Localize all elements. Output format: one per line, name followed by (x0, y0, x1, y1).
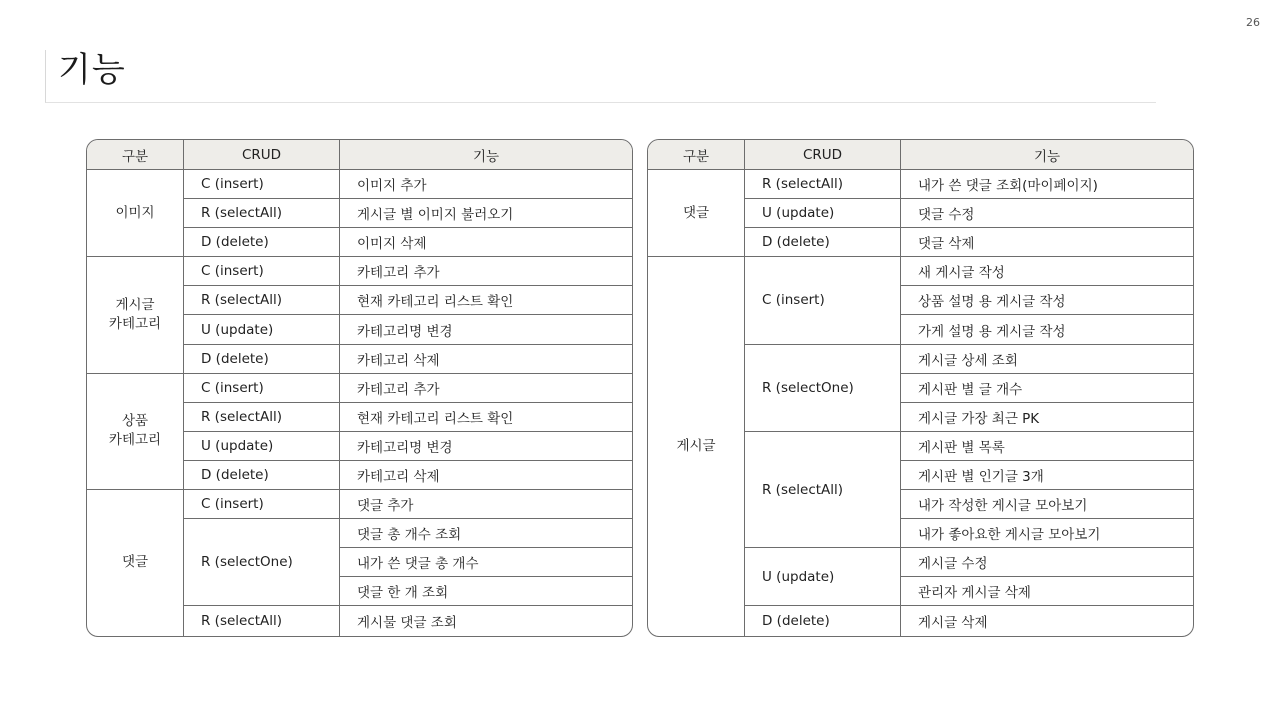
crud-cell: C (insert) (745, 257, 901, 344)
table-row (87, 257, 632, 286)
function-cell: 새 게시글 작성 (901, 257, 1193, 286)
feature-table-left (86, 139, 633, 637)
function-cell: 카테고리 삭제 (340, 345, 632, 374)
function-cell: 상품 설명 용 게시글 작성 (901, 286, 1193, 315)
function-cell: 게시판 별 목록 (901, 432, 1193, 461)
crud-cell: D (delete) (745, 228, 901, 257)
crud-cell: D (delete) (184, 345, 340, 374)
function-cell: 댓글 삭제 (901, 228, 1193, 257)
crud-cell: R (selectAll) (745, 170, 901, 199)
function-cell: 가게 설명 용 게시글 작성 (901, 315, 1193, 344)
crud-cell: D (delete) (745, 606, 901, 635)
crud-cell: D (delete) (184, 461, 340, 490)
crud-cell: D (delete) (184, 228, 340, 257)
function-cell: 게시글 별 이미지 불러오기 (340, 199, 632, 228)
crud-cell: U (update) (184, 432, 340, 461)
function-cell: 현재 카테고리 리스트 확인 (340, 286, 632, 315)
function-cell: 이미지 삭제 (340, 228, 632, 257)
function-cell: 댓글 수정 (901, 199, 1193, 228)
header-crud: CRUD (745, 140, 901, 170)
function-cell: 카테고리명 변경 (340, 315, 632, 344)
function-cell: 카테고리명 변경 (340, 432, 632, 461)
feature-table-right (647, 139, 1194, 637)
crud-cell: R (selectOne) (745, 345, 901, 432)
category-cell: 게시글 (648, 257, 745, 635)
function-cell: 댓글 한 개 조회 (340, 577, 632, 606)
function-cell: 게시글 가장 최근 PK (901, 403, 1193, 432)
crud-cell: C (insert) (184, 374, 340, 403)
table-row (648, 170, 1193, 199)
crud-cell: R (selectAll) (184, 286, 340, 315)
function-cell: 게시글 수정 (901, 548, 1193, 577)
title-bar (45, 50, 1156, 103)
crud-cell: C (insert) (184, 490, 340, 519)
crud-cell: U (update) (184, 315, 340, 344)
function-cell: 게시판 별 글 개수 (901, 374, 1193, 403)
category-cell: 게시글 카테고리 (87, 257, 184, 373)
crud-cell: R (selectAll) (745, 432, 901, 548)
function-cell: 내가 좋아요한 게시글 모아보기 (901, 519, 1193, 548)
function-cell: 관리자 게시글 삭제 (901, 577, 1193, 606)
page-title: 기능 (58, 50, 126, 90)
table-row (87, 490, 632, 519)
page-number: 26 (1246, 16, 1260, 29)
header-function: 기능 (901, 140, 1193, 170)
function-cell: 카테고리 추가 (340, 374, 632, 403)
table-header-row (87, 140, 632, 170)
table-row (87, 374, 632, 403)
header-category: 구분 (87, 140, 184, 170)
crud-cell: U (update) (745, 199, 901, 228)
category-cell: 이미지 (87, 170, 184, 257)
crud-cell: C (insert) (184, 170, 340, 199)
function-cell: 이미지 추가 (340, 170, 632, 199)
function-cell: 내가 작성한 게시글 모아보기 (901, 490, 1193, 519)
table-header-row (648, 140, 1193, 170)
crud-cell: R (selectAll) (184, 606, 340, 635)
function-cell: 게시물 댓글 조회 (357, 614, 457, 631)
function-cell: 댓글 총 개수 조회 (340, 519, 632, 548)
function-cell: 카테고리 추가 (340, 257, 632, 286)
crud-cell: R (selectOne) (184, 519, 340, 606)
function-cell: 카테고리 삭제 (340, 461, 632, 490)
function-cell: 현재 카테고리 리스트 확인 (340, 403, 632, 432)
category-cell: 댓글 (87, 490, 184, 635)
header-function: 기능 (340, 140, 632, 170)
function-cell: 내가 쓴 댓글 총 개수 (340, 548, 632, 577)
category-cell: 상품 카테고리 (87, 374, 184, 490)
function-cell: 게시글 상세 조회 (901, 345, 1193, 374)
category-cell: 댓글 (648, 170, 745, 257)
crud-cell: R (selectAll) (184, 199, 340, 228)
crud-cell: R (selectAll) (184, 403, 340, 432)
header-category: 구분 (648, 140, 745, 170)
function-cell: 게시판 별 인기글 3개 (901, 461, 1193, 490)
header-crud: CRUD (184, 140, 340, 170)
crud-cell: C (insert) (184, 257, 340, 286)
crud-cell: U (update) (745, 548, 901, 606)
function-cell: 내가 쓴 댓글 조회(마이페이지) (901, 170, 1193, 199)
function-cell: 댓글 추가 (340, 490, 632, 519)
function-cell: 게시글 삭제 (918, 614, 988, 631)
table-row (87, 170, 632, 199)
table-row (648, 257, 1193, 286)
